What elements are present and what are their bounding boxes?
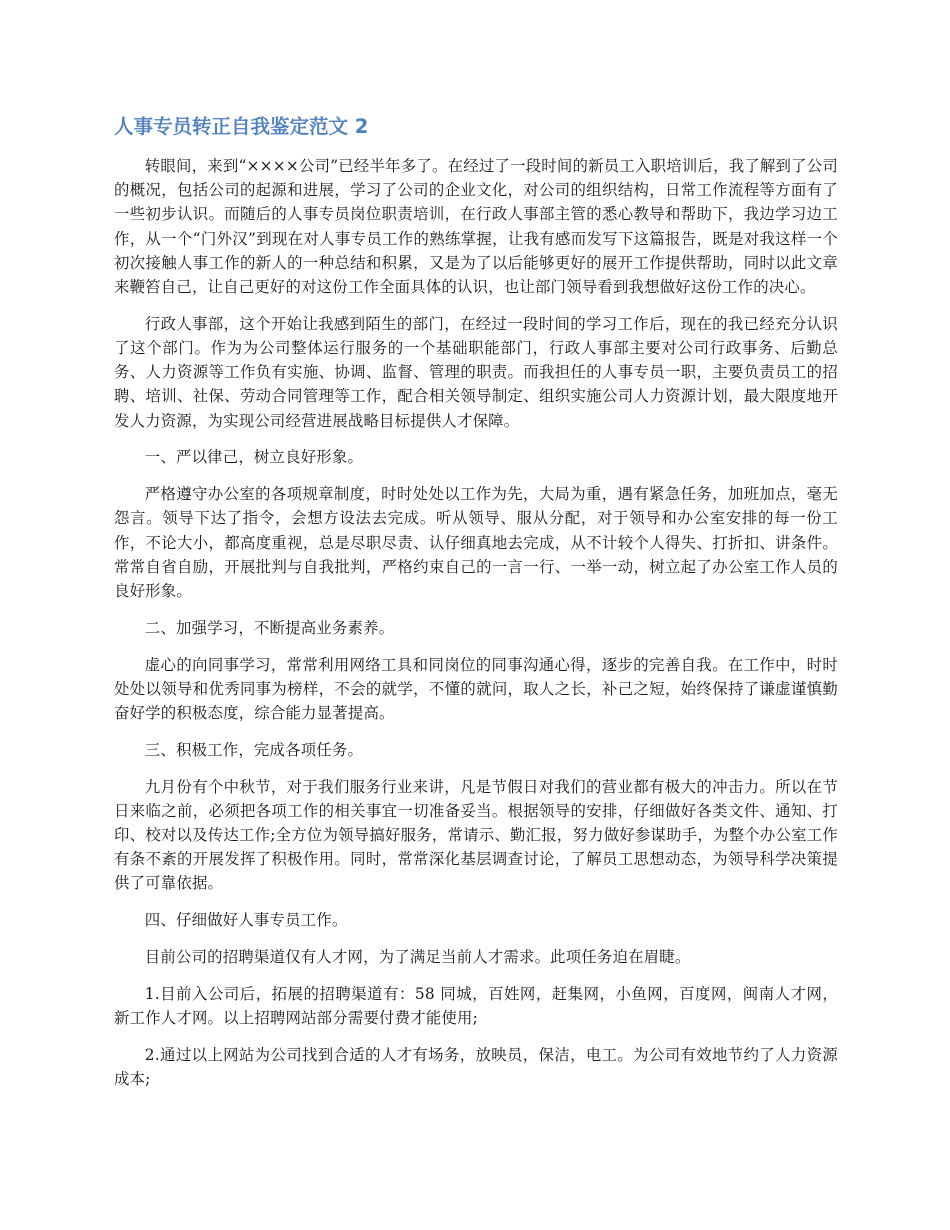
department-paragraph: 行政人事部，这个开始让我感到陌生的部门，在经过一段时间的学习工作后，现在的我已经充分认识了这个部门。作为为公司整体运行服务的一个基础职能部门，行政人事部主要对公司行政事务、后勤总务、人力资源等工作负有实施、协调、监督、管理的职责。而我担任的人事专员一职，主要负责员工的招聘、培训、社保、劳动合同管理等工作，配合相关领导制定、组织实施公司人力资源计划，最大限度地开发人力资源，为实现公司经营进展战略目标提供人才保障。	[114, 314, 838, 430]
section-heading-2: 二、加强学习，不断提高业务素养。	[144, 618, 395, 637]
list-item-2: 2.通过以上网站为公司找到合适的人才有场务，放映员，保洁，电工。为公司有效地节约了人力资源成本;	[114, 1045, 838, 1089]
document-title: 人事专员转正自我鉴定范文 2	[114, 115, 369, 138]
intro-paragraph: 转眼间，来到“××××公司”已经半年多了。在经过了一段时间的新员工入职培训后，我了解到了公司的概况，包括公司的起源和进展，学习了公司的企业文化，对公司的组织结构，日常工作流程等方面有了一些初步认识。而随后的人事专员岗位职责培训，在行政人事部主管的悉心教导和帮助下，我边学习边工作，从一个“门外汉”到现在对人事专员工作的熟练掌握，让我有感而发写下这篇报告，既是对我这样一个初次接触人事工作的新人的一种总结和积累，又是为了以后能够更好的展开工作提供帮助，同时以此文章来鞭笞自己，让自己更好的对这份工作全面具体的认识，也让部门领导看到我想做好这份工作的决心。	[114, 157, 838, 297]
document-page	[114, 112, 838, 1104]
section-heading-4: 四、仔细做好人事专员工作。	[144, 911, 348, 930]
section-body-4: 目前公司的招聘渠道仅有人才网，为了满足当前人才需求。此项任务迫在眉睫。	[144, 948, 691, 967]
section-body-1: 严格遵守办公室的各项规章制度，时时处处以工作为先，大局为重，遇有紧急任务，加班加点，毫无怨言。领导下达了指令，会想方设法去完成。听从领导、服从分配，对于领导和办公室安排的每一份工作，不论大小，都高度重视，总是尽职尽责、认仔细真地去完成，从不计较个人得失、打折扣、讲条件。常常自省自励，开展批判与自我批判，严格约束自己的一言一行、一举一动，树立起了办公室工作人员的良好形象。	[114, 485, 838, 601]
section-heading-3: 三、积极工作，完成各项任务。	[144, 740, 364, 759]
section-body-3: 九月份有个中秋节，对于我们服务行业来讲，凡是节假日对我们的营业都有极大的冲击力。所以在节日来临之前，必须把各项工作的相关事宜一切准备妥当。根据领导的安排，仔细做好各类文件、通知、打印、校对以及传达工作;全方位为领导搞好服务，常请示、勤汇报，努力做好参谋助手，为整个办公室工作有条不紊的开展发挥了积极作用。同时，常常深化基层调查讨论，了解员工思想动态，为领导科学决策提供了可靠依据。	[114, 777, 838, 893]
list-item-1: 1.目前入公司后，拓展的招聘渠道有：58 同城，百姓网，赶集网，小鱼网，百度网，闽南人才网，新工作人才网。以上招聘网站部分需要付费才能使用;	[114, 984, 838, 1028]
section-body-2: 虚心的向同事学习，常常利用网络工具和同岗位的同事沟通心得，逐步的完善自我。在工作中，时时处处以领导和优秀同事为榜样，不会的就学，不懂的就问，取人之长，补己之短，始终保持了谦虚谨慎勤奋好学的积极态度，综合能力显著提高。	[114, 655, 838, 723]
section-heading-1: 一、严以律己，树立良好形象。	[144, 448, 364, 467]
